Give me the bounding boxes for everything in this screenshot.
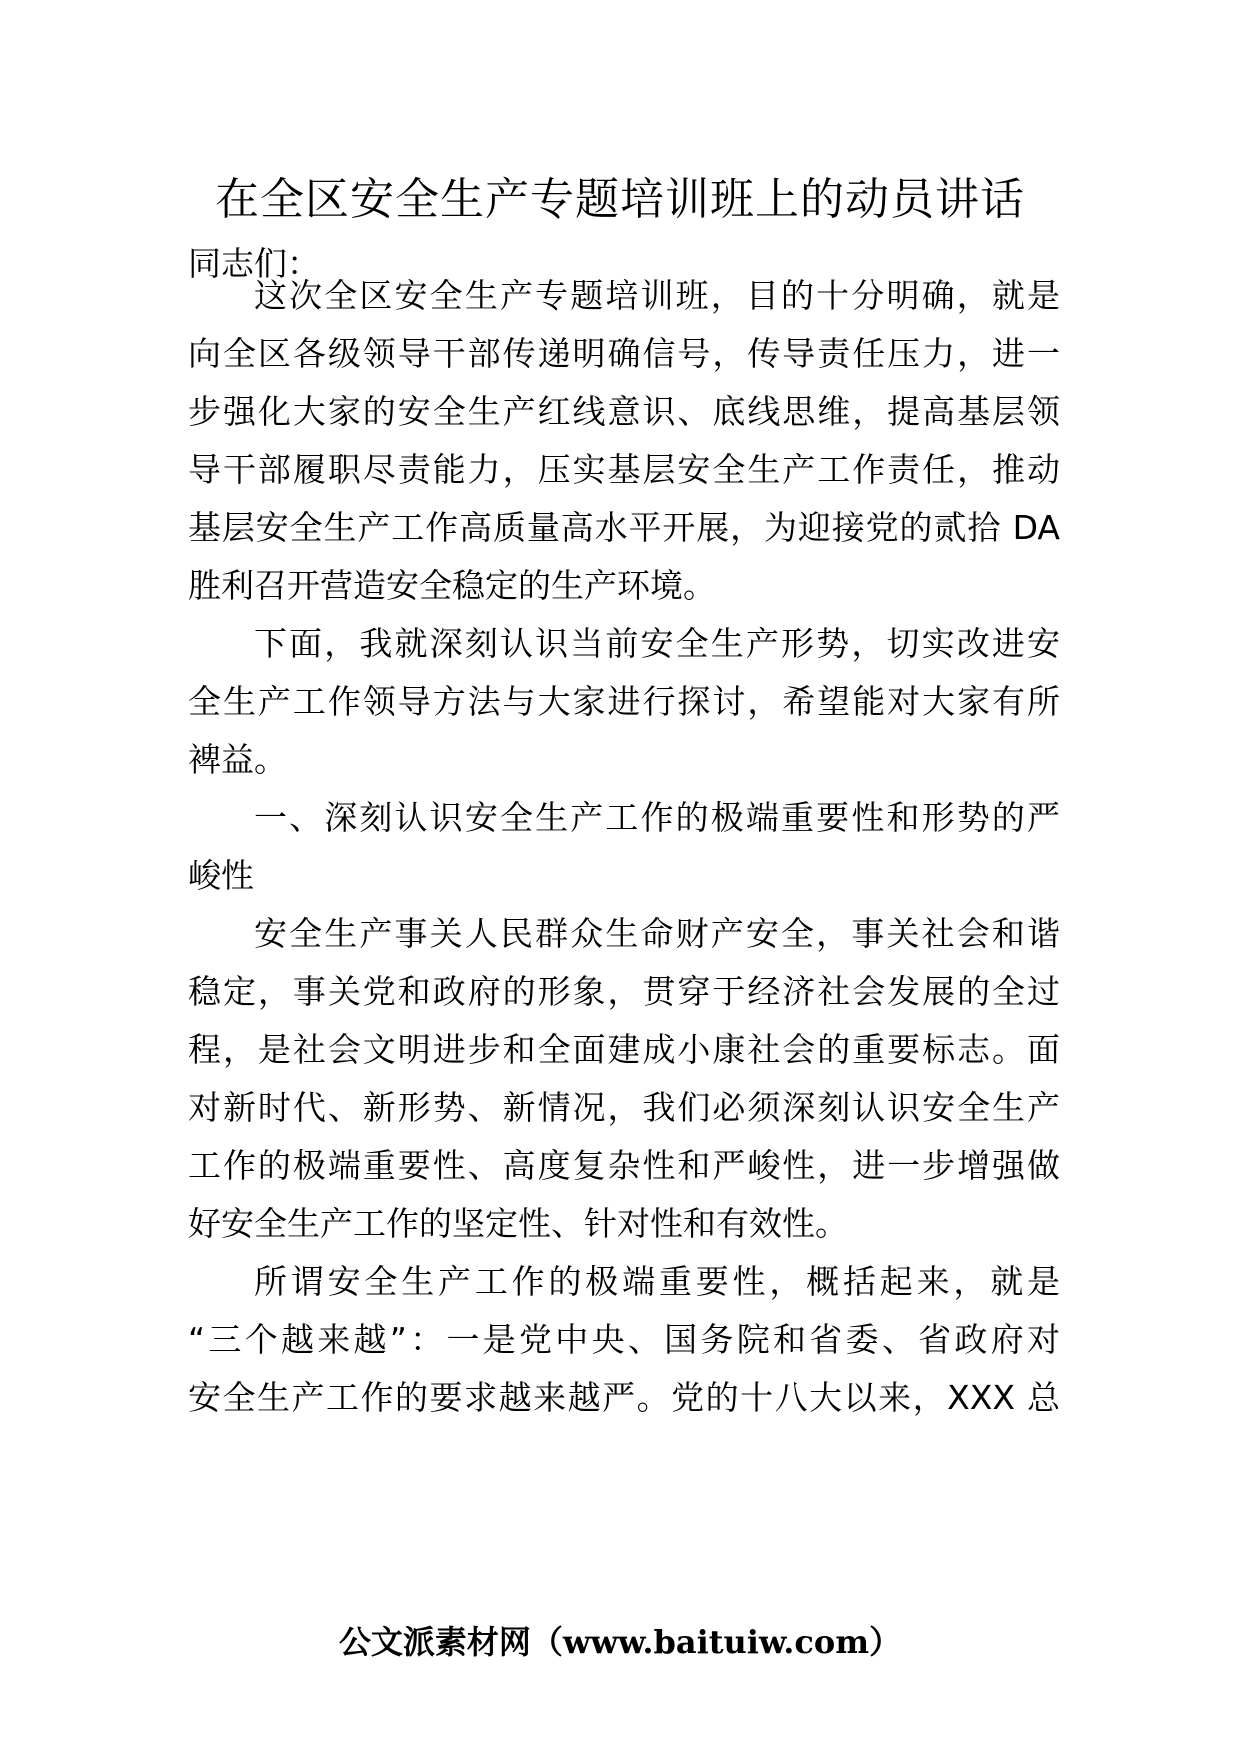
paragraph-line: 对新时代、新形势、新情况，我们必须深刻认识安全生产 bbox=[188, 1088, 1060, 1127]
section-heading-line: 一、深刻认识安全生产工作的极端重要性和形势的严 bbox=[254, 798, 1060, 837]
paragraph-line: 安全生产工作的要求越来越严。党的十八大以来，XXX 总 bbox=[188, 1378, 1060, 1417]
paragraph-line: 基层安全生产工作高质量高水平开展，为迎接党的贰拾 DA bbox=[188, 508, 1060, 547]
paragraph-line: 程，是社会文明进步和全面建成小康社会的重要标志。面 bbox=[188, 1030, 1060, 1069]
paragraph-line: 稳定，事关党和政府的形象，贯穿于经济社会发展的全过 bbox=[188, 972, 1060, 1011]
paragraph-line: “三个越来越”：一是党中央、国务院和省委、省政府对 bbox=[188, 1320, 1060, 1359]
greeting: 同志们： bbox=[188, 244, 320, 283]
footer-watermark: 公文派素材网（www.baituiw.com） bbox=[338, 1623, 902, 1661]
paragraph-line: 这次全区安全生产专题培训班，目的十分明确，就是 bbox=[254, 276, 1060, 315]
section-heading-line: 峻性 bbox=[188, 856, 254, 895]
paragraph-line: 好安全生产工作的坚定性、针对性和有效性。 bbox=[188, 1204, 848, 1243]
paragraph-line: 导干部履职尽责能力，压实基层安全生产工作责任，推动 bbox=[188, 450, 1060, 489]
document-title: 在全区安全生产专题培训班上的动员讲话 bbox=[215, 174, 1025, 225]
paragraph-line: 全生产工作领导方法与大家进行探讨，希望能对大家有所 bbox=[188, 682, 1060, 721]
paragraph-line: 向全区各级领导干部传递明确信号，传导责任压力，进一 bbox=[188, 334, 1060, 373]
paragraph-line: 安全生产事关人民群众生命财产安全，事关社会和谐 bbox=[254, 914, 1060, 953]
paragraph-line: 胜利召开营造安全稳定的生产环境。 bbox=[188, 566, 716, 605]
paragraph-line: 所谓安全生产工作的极端重要性，概括起来，就是 bbox=[254, 1262, 1060, 1301]
paragraph-line: 下面，我就深刻认识当前安全生产形势，切实改进安 bbox=[254, 624, 1060, 663]
paragraph-line: 裨益。 bbox=[188, 740, 287, 779]
paragraph-line: 步强化大家的安全生产红线意识、底线思维，提高基层领 bbox=[188, 392, 1060, 431]
paragraph-line: 工作的极端重要性、高度复杂性和严峻性，进一步增强做 bbox=[188, 1146, 1060, 1185]
